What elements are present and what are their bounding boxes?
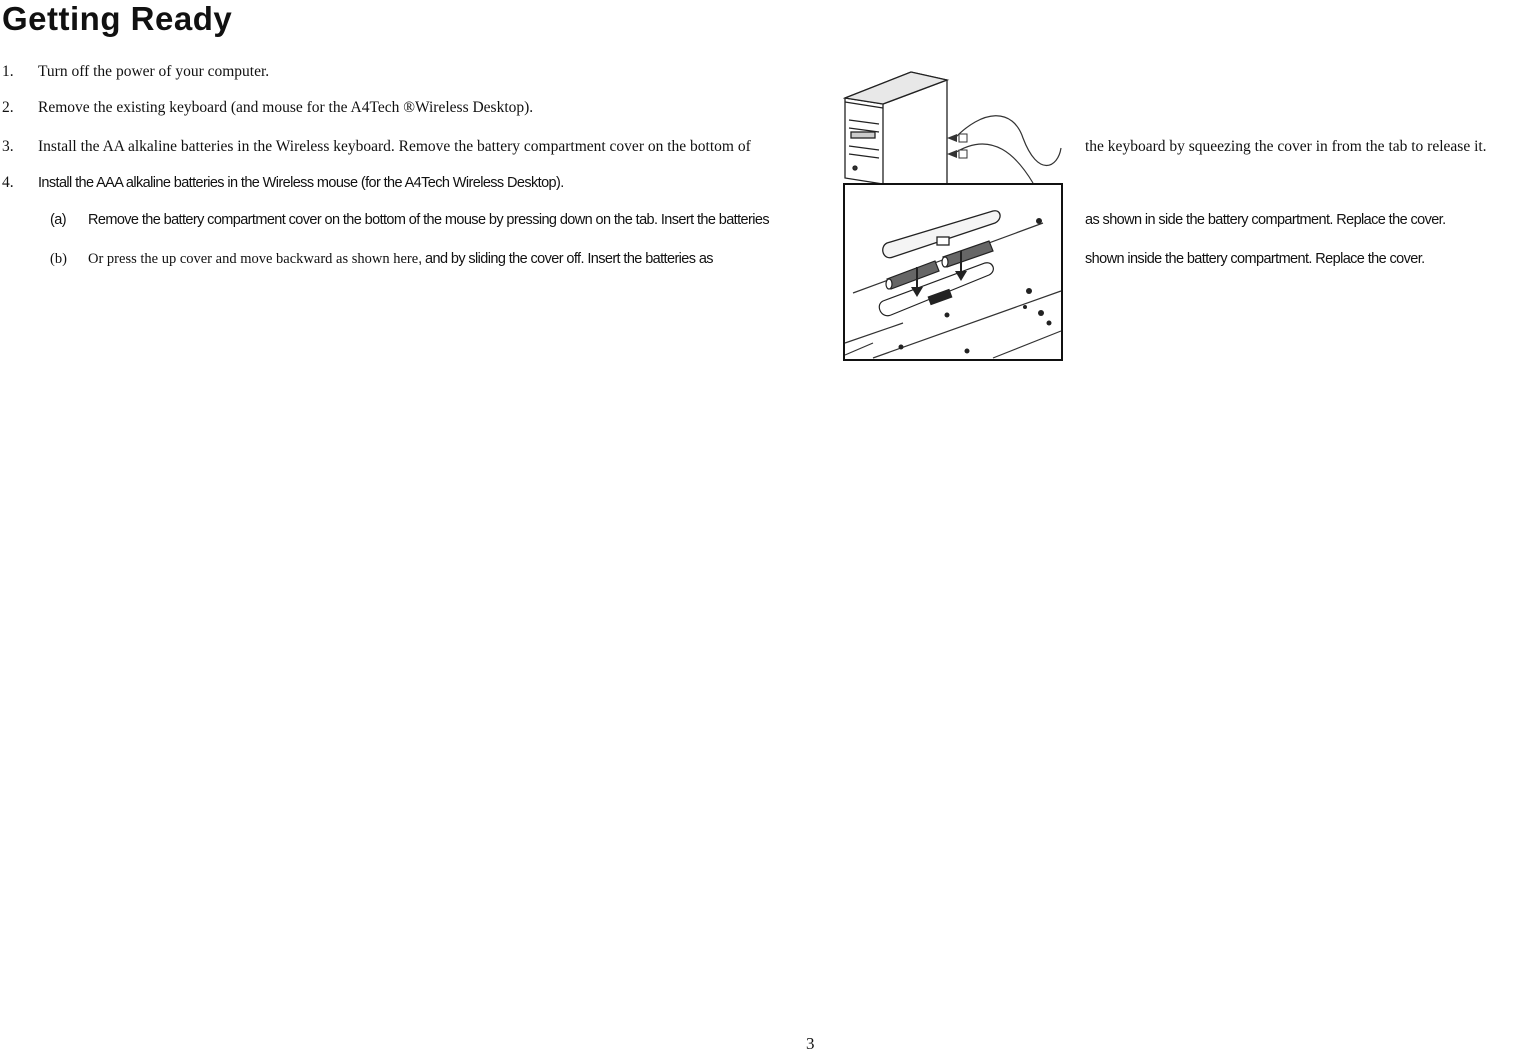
page-number: 3 <box>806 1034 815 1053</box>
step-text: Install the AAA alkaline batteries in the Wireless mouse (for the A4Tech Wireless Desktop). <box>38 175 564 191</box>
step-text: Install the AA alkaline batteries in the Wireless keyboard. Remove the battery compartment cover on the bottom of <box>38 138 751 155</box>
substep-text-continued: shown inside the battery compartment. Replace the cover. <box>1085 251 1425 267</box>
step-text: Turn off the power of your computer. <box>38 63 270 80</box>
substep-label: (a) <box>50 212 66 228</box>
step-number: 2. <box>2 99 14 116</box>
substep-text-sans: , and by sliding the cover off. Insert the batteries as <box>418 251 713 267</box>
substep-text <box>88 250 713 268</box>
substep-label: (b) <box>50 251 67 267</box>
step-number: 4. <box>2 174 14 191</box>
keyboard-battery-compartment-icon <box>843 183 1063 361</box>
substep-text: Remove the battery compartment cover on the bottom of the mouse by pressing down on the tab. Insert the batteries <box>88 212 769 228</box>
step-text: Remove the existing keyboard (and mouse for the A4Tech ®Wireless Desktop). <box>38 99 534 116</box>
page-title: Getting Ready <box>2 0 233 37</box>
substep-text-serif: Or press the up cover and move backward as shown here <box>88 251 419 267</box>
substep-text-continued: as shown in side the battery compartment. Replace the cover. <box>1085 212 1446 228</box>
step-text-continued: the keyboard by squeezing the cover in from the tab to release it. <box>1085 138 1487 155</box>
computer-tower-icon <box>843 68 1068 186</box>
step-number: 1. <box>2 63 14 80</box>
step-number: 3. <box>2 138 14 155</box>
